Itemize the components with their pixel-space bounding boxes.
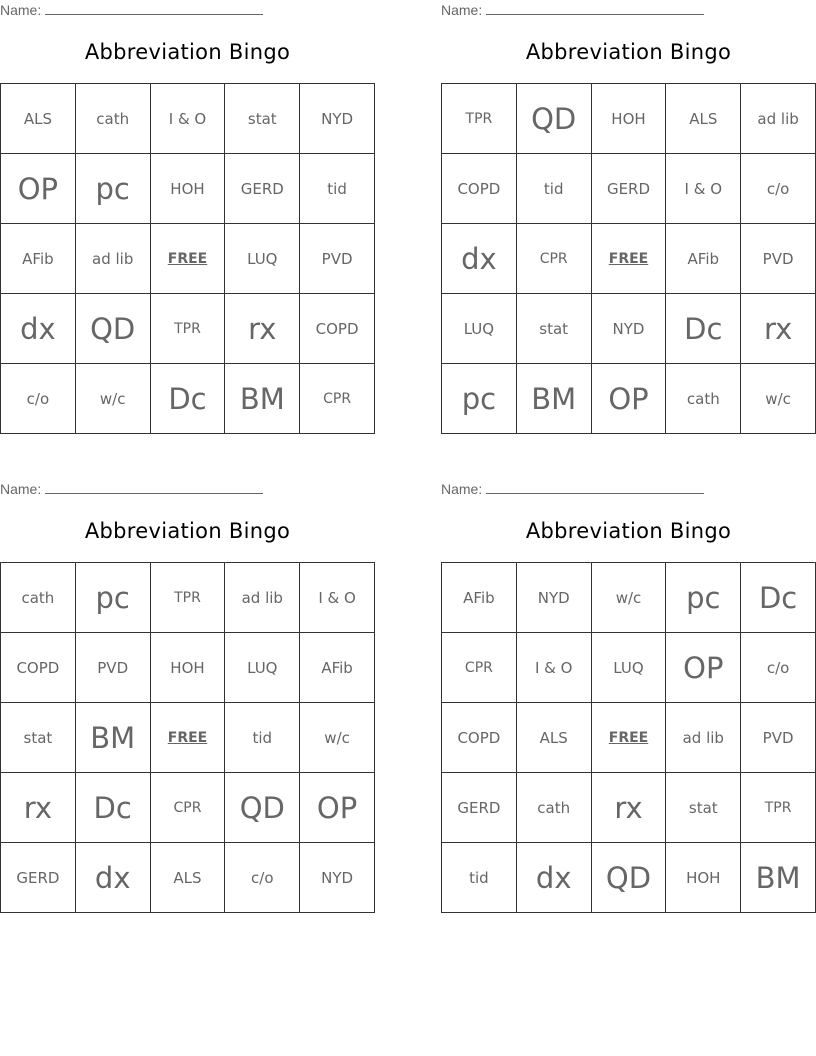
bingo-cell: AFib (442, 563, 517, 633)
bingo-cell: dx (442, 224, 517, 294)
bingo-cell: HOH (592, 84, 667, 154)
bingo-cell: rx (225, 294, 300, 364)
name-label: Name: (441, 2, 483, 18)
bingo-cell: rx (741, 294, 816, 364)
free-space: FREE (151, 703, 226, 773)
bingo-cell: tid (517, 154, 592, 224)
bingo-card-2 (441, 0, 816, 435)
bingo-cell: PVD (300, 224, 375, 294)
bingo-cell: Dc (741, 563, 816, 633)
name-field (0, 481, 263, 497)
bingo-cell: QD (517, 84, 592, 154)
bingo-cell: ad lib (741, 84, 816, 154)
bingo-cell: w/c (300, 703, 375, 773)
bingo-grid (0, 562, 375, 913)
bingo-cell: CPR (442, 633, 517, 703)
bingo-cell: ALS (1, 84, 76, 154)
bingo-grid (0, 83, 375, 434)
bingo-cell: c/o (1, 364, 76, 434)
bingo-cell: c/o (225, 843, 300, 913)
card-title: Abbreviation Bingo (525, 519, 732, 543)
bingo-cell: Dc (76, 773, 151, 843)
bingo-cell: c/o (741, 154, 816, 224)
free-space: FREE (592, 224, 667, 294)
bingo-cell: tid (442, 843, 517, 913)
bingo-cell: HOH (151, 633, 226, 703)
name-label: Name: (0, 2, 42, 18)
bingo-cell: OP (666, 633, 741, 703)
bingo-cell: TPR (151, 294, 226, 364)
free-space: FREE (151, 224, 226, 294)
bingo-cell: tid (225, 703, 300, 773)
bingo-cell: stat (517, 294, 592, 364)
bingo-cell: OP (300, 773, 375, 843)
bingo-cell: I & O (151, 84, 226, 154)
bingo-grid (441, 562, 816, 913)
bingo-cell: w/c (76, 364, 151, 434)
bingo-cell: BM (741, 843, 816, 913)
name-blank-line (45, 2, 263, 15)
bingo-cell: GERD (592, 154, 667, 224)
bingo-cell: PVD (741, 224, 816, 294)
bingo-cell: tid (300, 154, 375, 224)
bingo-cell: NYD (300, 843, 375, 913)
bingo-cell: PVD (76, 633, 151, 703)
bingo-cell: BM (517, 364, 592, 434)
bingo-cell: GERD (442, 773, 517, 843)
bingo-cell: QD (592, 843, 667, 913)
bingo-cell: stat (225, 84, 300, 154)
bingo-cell: COPD (300, 294, 375, 364)
bingo-cell: dx (1, 294, 76, 364)
bingo-cell: I & O (517, 633, 592, 703)
bingo-cell: pc (442, 364, 517, 434)
bingo-cell: GERD (1, 843, 76, 913)
bingo-cell: PVD (741, 703, 816, 773)
name-field (441, 2, 704, 18)
name-blank-line (486, 2, 704, 15)
bingo-cell: COPD (1, 633, 76, 703)
bingo-cell: LUQ (442, 294, 517, 364)
bingo-cell: w/c (741, 364, 816, 434)
bingo-cell: AFib (1, 224, 76, 294)
bingo-cell: w/c (592, 563, 667, 633)
name-blank-line (486, 481, 704, 494)
bingo-cell: LUQ (225, 633, 300, 703)
bingo-cell: OP (1, 154, 76, 224)
bingo-cell: I & O (300, 563, 375, 633)
bingo-cell: rx (592, 773, 667, 843)
bingo-cell: TPR (151, 563, 226, 633)
bingo-cell: cath (1, 563, 76, 633)
card-title: Abbreviation Bingo (84, 40, 291, 64)
bingo-cell: NYD (300, 84, 375, 154)
bingo-cell: HOH (151, 154, 226, 224)
bingo-cell: ad lib (76, 224, 151, 294)
bingo-cell: ALS (517, 703, 592, 773)
bingo-cell: AFib (300, 633, 375, 703)
bingo-cell: OP (592, 364, 667, 434)
bingo-cell: stat (1, 703, 76, 773)
bingo-cell: Dc (151, 364, 226, 434)
bingo-card-3 (0, 479, 375, 914)
bingo-cell: ad lib (225, 563, 300, 633)
card-title: Abbreviation Bingo (525, 40, 732, 64)
bingo-cell: cath (76, 84, 151, 154)
bingo-cell: rx (1, 773, 76, 843)
name-label: Name: (441, 481, 483, 497)
bingo-grid (441, 83, 816, 434)
bingo-cell: ALS (666, 84, 741, 154)
bingo-cell: dx (517, 843, 592, 913)
bingo-cell: I & O (666, 154, 741, 224)
bingo-cell: BM (76, 703, 151, 773)
bingo-cell: CPR (151, 773, 226, 843)
bingo-cell: Dc (666, 294, 741, 364)
bingo-cell: GERD (225, 154, 300, 224)
bingo-cell: COPD (442, 703, 517, 773)
bingo-cell: CPR (517, 224, 592, 294)
bingo-cell: stat (666, 773, 741, 843)
name-blank-line (45, 481, 263, 494)
bingo-cell: NYD (517, 563, 592, 633)
name-field (0, 2, 263, 18)
bingo-cell: pc (76, 154, 151, 224)
free-space: FREE (592, 703, 667, 773)
name-label: Name: (0, 481, 42, 497)
bingo-cell: ALS (151, 843, 226, 913)
bingo-cell: QD (225, 773, 300, 843)
bingo-cell: NYD (592, 294, 667, 364)
bingo-cell: ad lib (666, 703, 741, 773)
bingo-cell: pc (76, 563, 151, 633)
bingo-cell: LUQ (225, 224, 300, 294)
bingo-cell: QD (76, 294, 151, 364)
bingo-cell: COPD (442, 154, 517, 224)
bingo-cell: c/o (741, 633, 816, 703)
bingo-cell: dx (76, 843, 151, 913)
bingo-cell: cath (666, 364, 741, 434)
bingo-cell: LUQ (592, 633, 667, 703)
card-title: Abbreviation Bingo (84, 519, 291, 543)
bingo-card-4 (441, 479, 816, 914)
name-field (441, 481, 704, 497)
bingo-cell: cath (517, 773, 592, 843)
bingo-cell: TPR (442, 84, 517, 154)
bingo-cell: pc (666, 563, 741, 633)
bingo-cell: BM (225, 364, 300, 434)
bingo-card-1 (0, 0, 375, 435)
bingo-cell: CPR (300, 364, 375, 434)
bingo-cell: TPR (741, 773, 816, 843)
bingo-cell: AFib (666, 224, 741, 294)
bingo-cell: HOH (666, 843, 741, 913)
